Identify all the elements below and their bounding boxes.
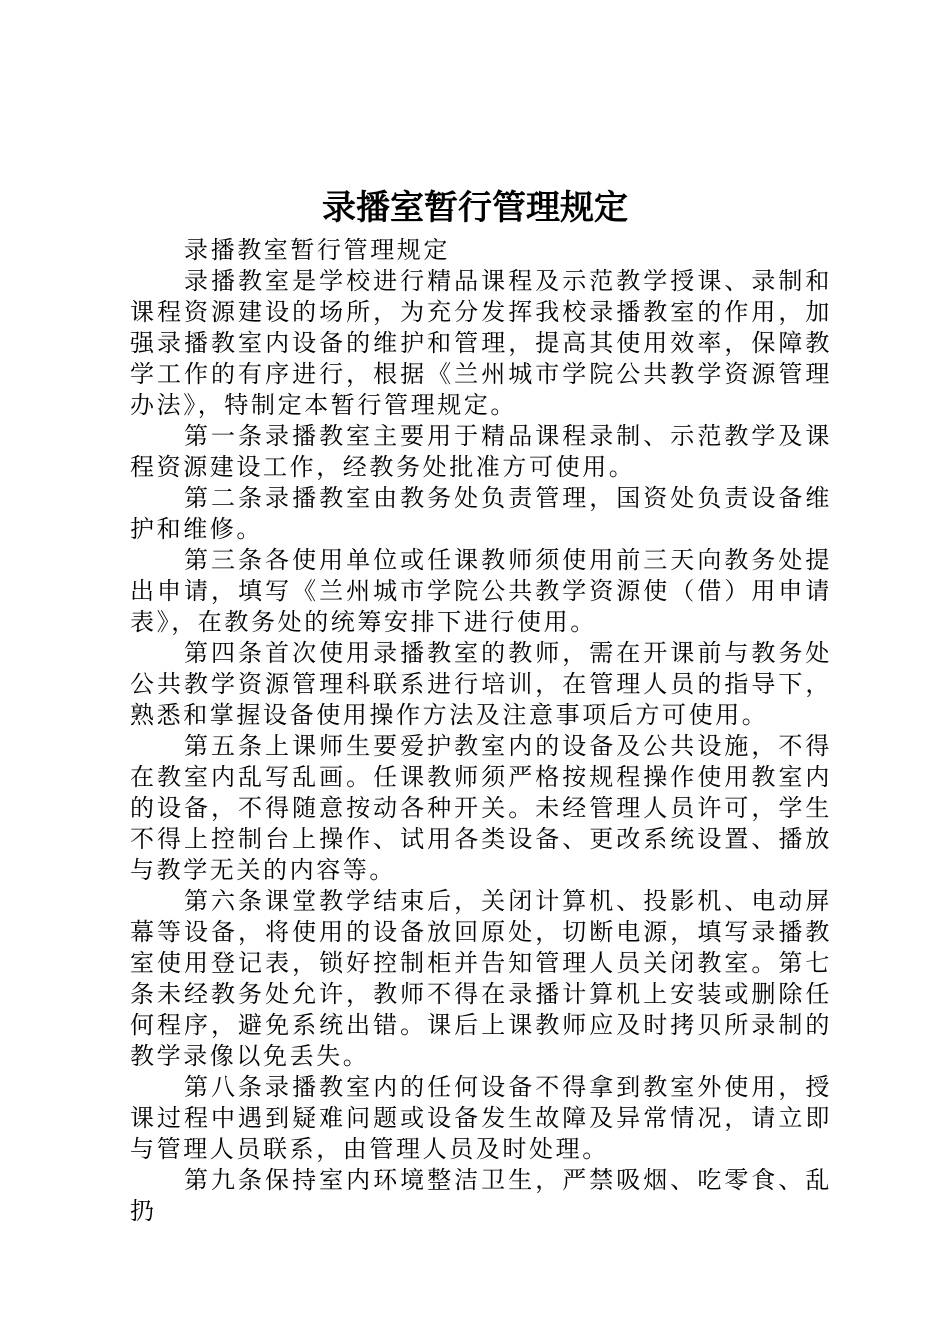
document-body <box>130 235 832 1227</box>
article-1-paragraph: 第一条录播教室主要用于精品课程录制、示范教学及课程资源建设工作，经教务处批准方可使用。 <box>130 422 832 481</box>
article-8-paragraph: 第八条录播教室内的任何设备不得拿到教室外使用，授课过程中遇到疑难问题或设备发生故障及异常情况，请立即与管理人员联系，由管理人员及时处理。 <box>130 1073 832 1163</box>
article-4-paragraph: 第四条首次使用录播教室的教师，需在开课前与教务处公共教学资源管理科联系进行培训，在管理人员的指导下，熟悉和掌握设备使用操作方法及注意事项后方可使用。 <box>130 639 832 729</box>
article-6-7-paragraph: 第六条课堂教学结束后，关闭计算机、投影机、电动屏幕等设备，将使用的设备放回原处，切断电源，填写录播教室使用登记表，锁好控制柜并告知管理人员关闭教室。第七条未经教务处允许，教师不得在录播计算机上安装或删除任何程序，避免系统出错。课后上课教师应及时拷贝所录制的教学录像以免丢失。 <box>130 887 832 1070</box>
article-5-paragraph: 第五条上课师生要爱护教室内的设备及公共设施，不得在教室内乱写乱画。任课教师须严格按规程操作使用教室内的设备，不得随意按动各种开关。未经管理人员许可，学生不得上控制台上操作、试用各类设备、更改系统设置、播放与教学无关的内容等。 <box>130 732 832 884</box>
article-2-paragraph: 第二条录播教室由教务处负责管理，国资处负责设备维护和维修。 <box>130 484 832 543</box>
document-subtitle-paragraph: 录播教室暂行管理规定 <box>184 236 450 264</box>
preamble-paragraph: 录播教室是学校进行精品课程及示范教学授课、录制和课程资源建设的场所，为充分发挥我校录播教室的作用，加强录播教室内设备的维护和管理，提高其使用效率，保障教学工作的有序进行，根据《兰州城市学院公共教学资源管理办法》，特制定本暂行管理规定。 <box>130 267 832 419</box>
document-title: 录播室暂行管理规定 <box>322 188 628 228</box>
article-9-paragraph: 第九条保持室内环境整洁卫生，严禁吸烟、吃零食、乱扔 <box>130 1166 832 1225</box>
article-3-paragraph: 第三条各使用单位或任课教师须使用前三天向教务处提出申请，填写《兰州城市学院公共教学资源使（借）用申请表》，在教务处的统筹安排下进行使用。 <box>130 546 832 636</box>
